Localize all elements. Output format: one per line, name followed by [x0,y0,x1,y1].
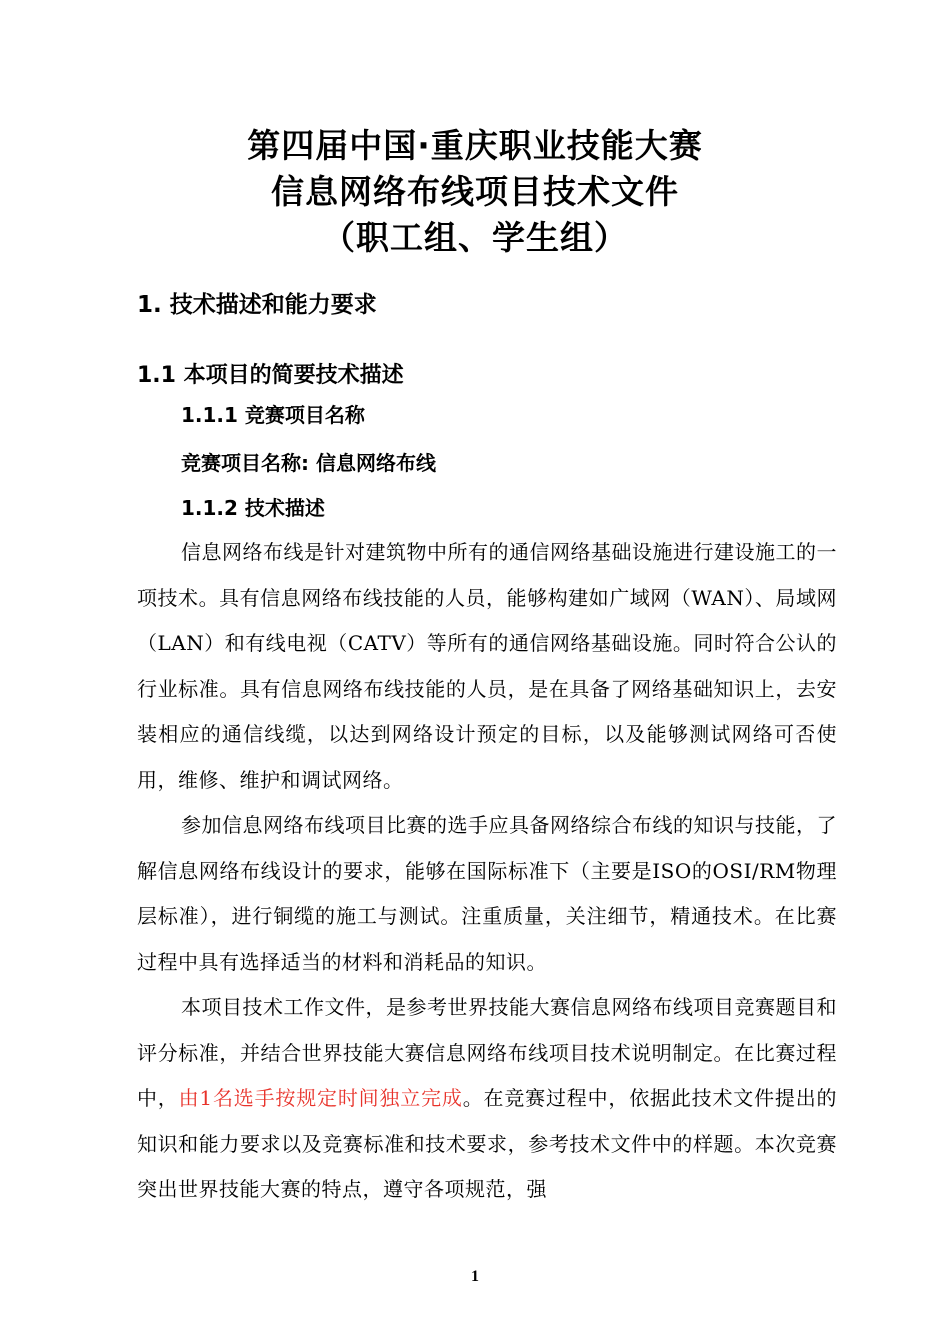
paragraph-document-basis [137,985,837,1213]
section-heading-1-1-1: 1.1.1 竞赛项目名称 [181,403,365,427]
paragraph-text-part-2: 。在竞赛过程中，依据此技术文件提出的知识和能力要求以及竞赛标准和技术要求，参考技术文件中的样题。本次竞赛突出世界技能大赛的特点，遵守各项规范，强 [137,1086,838,1201]
paragraph-competitor-requirements: 参加信息网络布线项目比赛的选手应具备网络综合布线的知识与技能，了解信息网络布线设计的要求，能够在国际标准下（主要是ISO的OSI/RM物理层标准），进行铜缆的施工与测试。注重质量，关注细节，精通技术。在比赛过程中具有选择适当的材料和消耗品的知识。 [137,813,837,974]
project-name-line: 竞赛项目名称: 信息网络布线 [181,451,436,475]
paragraph-technical-description: 信息网络布线是针对建筑物中所有的通信网络基础设施进行建设施工的一项技术。具有信息网络布线技能的人员，能够构建如广域网（WAN）、局域网（LAN）和有线电视（CATV）等所有的通信网络基础设施。同时符合公认的行业标准。具有信息网络布线技能的人员，是在具备了网络基础知识上，去安装相应的通信线缆，以达到网络设计预定的目标，以及能够测试网络可否使用，维修、维护和调试网络。 [137,540,837,792]
highlight-text: 由1名选手按规定时间独立完成 [178,1086,463,1110]
doc-title-line-3: （职工组、学生组） [322,218,628,257]
section-heading-1-1: 1.1 本项目的简要技术描述 [137,363,404,388]
doc-title-line-2: 信息网络布线项目技术文件 [271,172,679,211]
section-heading-1: 1. 技术描述和能力要求 [137,292,377,318]
doc-title-line-1: 第四届中国·重庆职业技能大赛 [247,126,703,165]
section-heading-1-1-2: 1.1.2 技术描述 [181,496,325,520]
page-number: 1 [471,1268,479,1285]
paragraph-text-part-1: 本项目技术工作文件，是参考世界技能大赛信息网络布线项目竞赛题目和评分标准，并结合世界技能大赛信息网络布线项目技术说明制定。在比赛过程中， [137,995,837,1110]
